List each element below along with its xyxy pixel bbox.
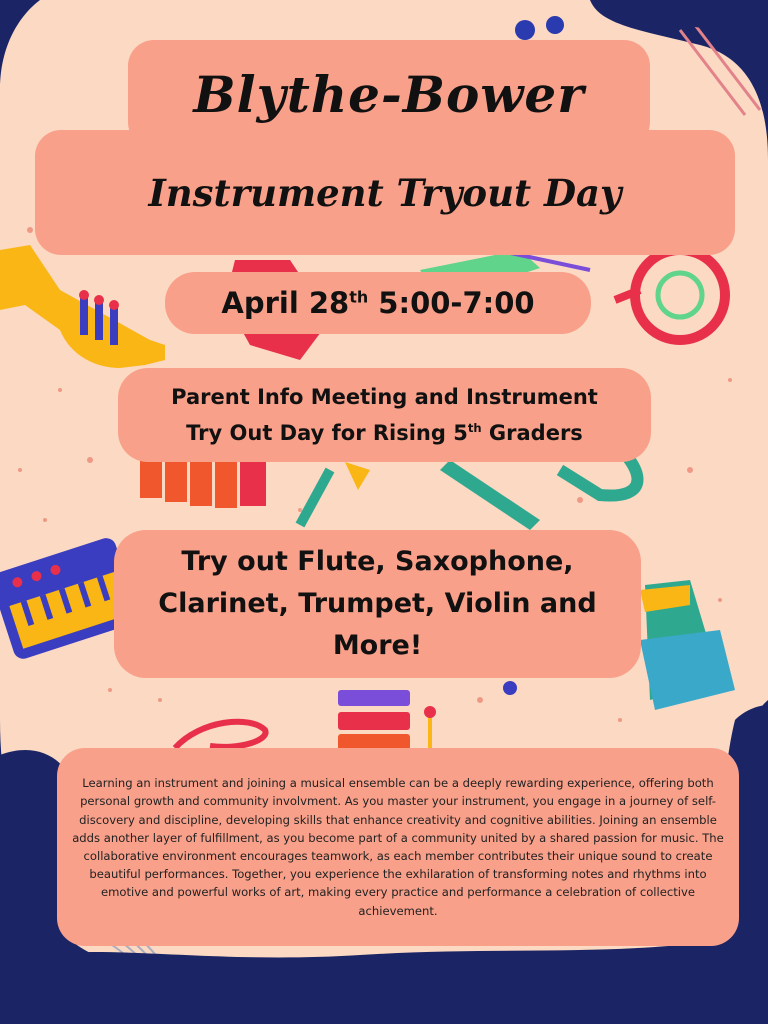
page-subtitle: Instrument Tryout Day [148,170,622,215]
page-title: Blythe-Bower [193,64,585,124]
description-box [57,748,739,946]
date-banner [165,272,591,334]
description-text: Learning an instrument and joining a musical ensemble can be a deeply rewarding experience, offering both personal growth and community involvment. As you master your instrument, you engage in a journey of self-discovery and discipline, developing skills that enhance creativity and cognitive abilities. Joining an ensemble adds another layer of fulfillment, as you become part of a community united by a shared passion for music. The collaborative environment encourages teamwork, as each member contributes their unique sound to create beautiful performances. Together, you experience the exhilaration of transforming notes and rhythms into emotive and powerful works of art, making every practice and performance a celebration of collective achievement. [72,776,724,918]
event-date [221,286,534,320]
info-line-2-post: Graders [481,421,583,445]
info-line-2-pre: Try Out Day for Rising 5 [186,421,468,445]
date-month: April 28 [221,286,350,320]
event-time: 5:00-7:00 [378,286,535,320]
subtitle-banner [35,130,735,255]
date-suffix: th [349,287,369,307]
info-text [171,379,598,451]
tryout-banner [114,530,641,678]
tryout-line-1: Try out Flute, Saxophone, [181,546,574,577]
tryout-text [158,541,596,667]
info-line-2-sup: th [467,421,482,435]
tryout-line-2: Clarinet, Trumpet, Violin and [158,588,597,619]
info-line-2 [171,415,598,451]
pick-icon [503,681,517,695]
tryout-line-3: More! [332,630,423,661]
info-line-1: Parent Info Meeting and Instrument [171,385,598,409]
info-banner [118,368,651,462]
